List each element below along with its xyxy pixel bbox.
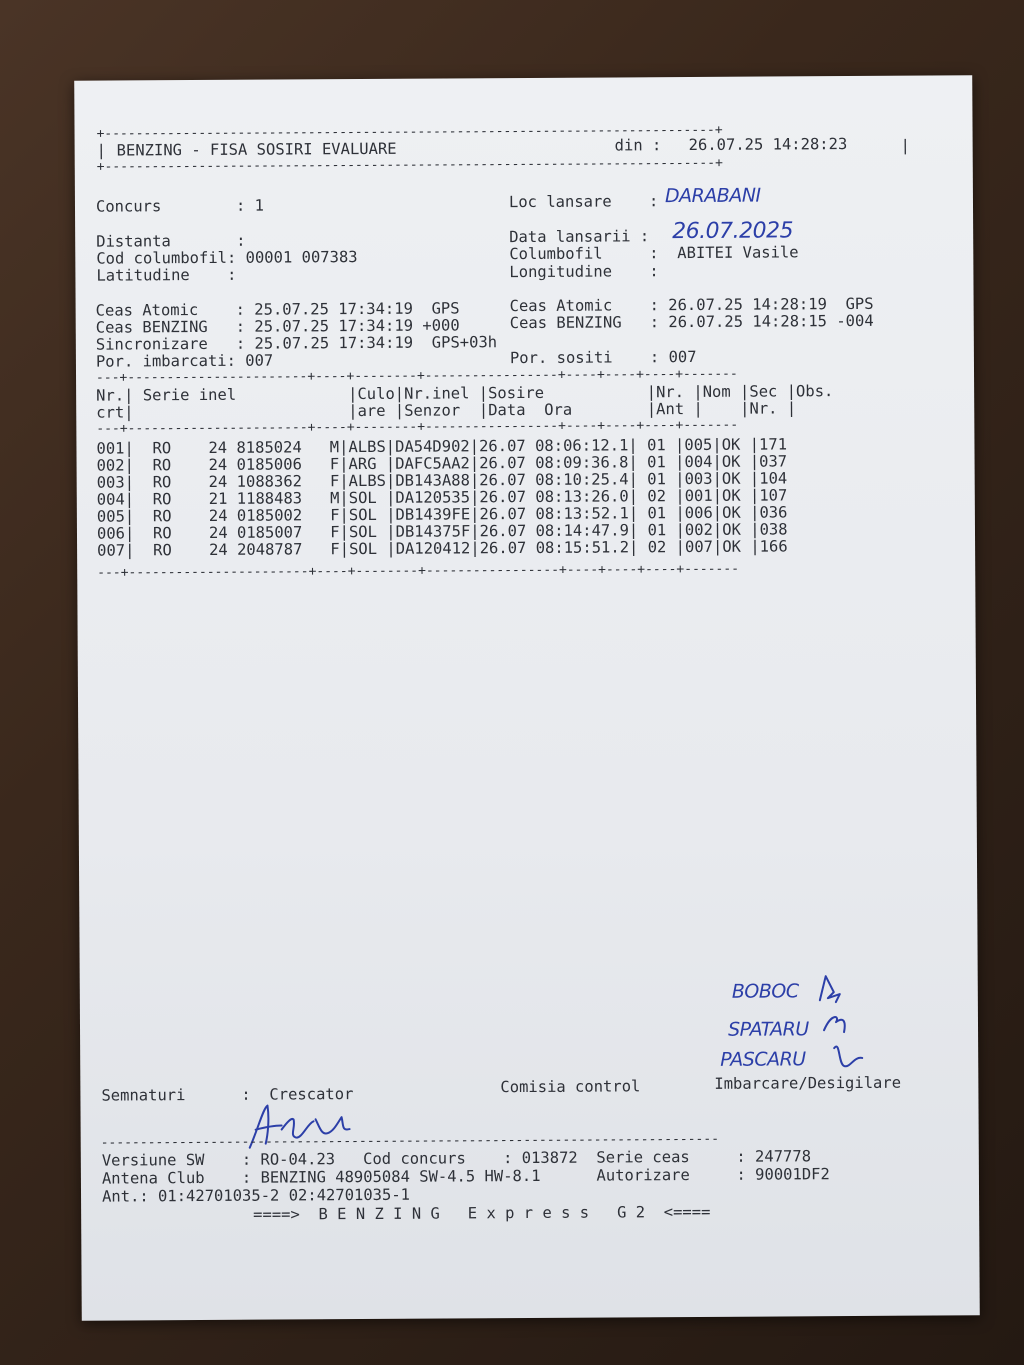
cod-columbofil-field: Cod columbofil: 00001 007383 xyxy=(96,248,358,268)
commission-name-2: SPATARU xyxy=(727,1018,809,1041)
commission-initials-signatures xyxy=(810,971,941,1082)
porumbei-sositi: Por. sositi : 007 xyxy=(509,347,697,368)
table-row: 007| RO 24 2048787 F|SOL |DA120412|26.07 08:15:51.2| 02 |007|OK |166 xyxy=(97,537,788,560)
longitudine-field: Longitudine : xyxy=(509,262,659,282)
loc-lansare-handwritten: DARABANI xyxy=(664,184,761,208)
header-right-bar: | xyxy=(900,136,911,155)
concurs-field: Concurs : 1 xyxy=(95,196,265,216)
semnaturi-label: Semnaturi : Crescator xyxy=(101,1085,354,1105)
table-row: 004| RO 21 1188483 M|SOL |DA120535|26.07 08:13:26.0| 02 |001|OK |107 xyxy=(96,486,788,509)
commission-name-3: PASCARU xyxy=(720,1048,806,1071)
footer-separator: ------------------------------------------------------------------------------- xyxy=(100,1131,720,1151)
ceas-atomic-right: Ceas Atomic : 26.07.25 14:28:19 GPS xyxy=(509,294,874,316)
latitudine-field: Latitudine : xyxy=(96,265,237,285)
footer-brand-banner: ====> B E N Z I N G E x p r e s s G 2 <==== xyxy=(253,1202,711,1224)
loc-lansare-field: Loc lansare : xyxy=(508,192,659,212)
footer-line-antenna: Antena Club : BENZING 48905084 SW-4.5 HW-8.1 Autorizare : 90001DF2 xyxy=(101,1165,830,1188)
header-border-top: +------------------------------------------------------------------------------+ xyxy=(96,122,723,142)
imbarcare-desigilare-label: Imbarcare/Desigilare xyxy=(714,1073,902,1093)
porumbei-imbarcati: Por. imbarcati: 007 xyxy=(95,351,274,371)
table-row: 003| RO 24 1088362 F|ALBS|DB143A88|26.07 08:10:25.4| 01 |003|OK |104 xyxy=(96,469,788,492)
columbofil-field: Columbofil : ABITEI Vasile xyxy=(509,243,799,264)
table-header-row-2: crt| |are |Senzor |Data Ora |Ant | |Nr. | xyxy=(96,399,797,422)
table-row: 005| RO 24 0185002 F|SOL |DB1439FE|26.07 08:13:52.1| 01 |006|OK |036 xyxy=(96,503,788,526)
distanta-field: Distanta : xyxy=(96,231,246,251)
data-lansarii-handwritten: 26.07.2025 xyxy=(672,218,794,245)
document-title: BENZING - FISA SOSIRI EVALUARE xyxy=(116,139,397,160)
comisia-control-label: Comisia control xyxy=(500,1077,641,1097)
ceas-atomic-left: Ceas Atomic : 25.07.25 17:34:19 GPS xyxy=(95,299,460,320)
table-separator-bottom: ---+-----------------------+----+--------+-----------------+----+----+----+------- xyxy=(97,561,740,581)
printed-arrival-sheet xyxy=(74,75,980,1320)
print-date-value: 26.07.25 14:28:23 xyxy=(688,135,848,155)
table-row: 006| RO 24 0185007 F|SOL |DB14375F|26.07 08:14:47.9| 01 |002|OK |038 xyxy=(96,520,788,543)
header-border-bottom: +------------------------------------------------------------------------------+ xyxy=(96,155,723,175)
footer-line-version: Versiune SW : RO-04.23 Cod concurs : 013872 Serie ceas : 247778 xyxy=(101,1147,812,1170)
sincronizare-left: Sincronizare : 25.07.25 17:34:19 GPS+03h xyxy=(95,333,498,354)
header-left-bar: | xyxy=(96,141,107,160)
ceas-benzing-left: Ceas BENZING : 25.07.25 17:34:19 +000 xyxy=(95,316,460,337)
table-header-row-1: Nr.| Serie inel |Culo|Nr.inel |Sosire |Nr. |Nom |Sec |Obs. xyxy=(96,382,834,405)
print-date-label: din : xyxy=(614,136,662,155)
table-row: 002| RO 24 0185006 F|ARG |DAFC5AA2|26.07 08:09:36.8| 01 |004|OK |037 xyxy=(96,452,788,475)
table-row: 001| RO 24 8185024 M|ALBS|DA54D902|26.07 08:06:12.1| 01 |005|OK |171 xyxy=(96,435,788,458)
ceas-benzing-right: Ceas BENZING : 26.07.25 14:28:15 -004 xyxy=(509,311,874,333)
table-separator-mid: ---+-----------------------+----+--------+-----------------+----+----+----+------- xyxy=(96,417,739,437)
footer-line-ant: Ant.: 01:42701035-2 02:42701035-1 xyxy=(101,1185,411,1206)
data-lansarii-field: Data lansarii : xyxy=(509,227,650,247)
table-separator-top: ---+-----------------------+----+--------+-----------------+----+----+----+------- xyxy=(95,366,738,386)
commission-name-1: BOBOC xyxy=(731,980,799,1003)
